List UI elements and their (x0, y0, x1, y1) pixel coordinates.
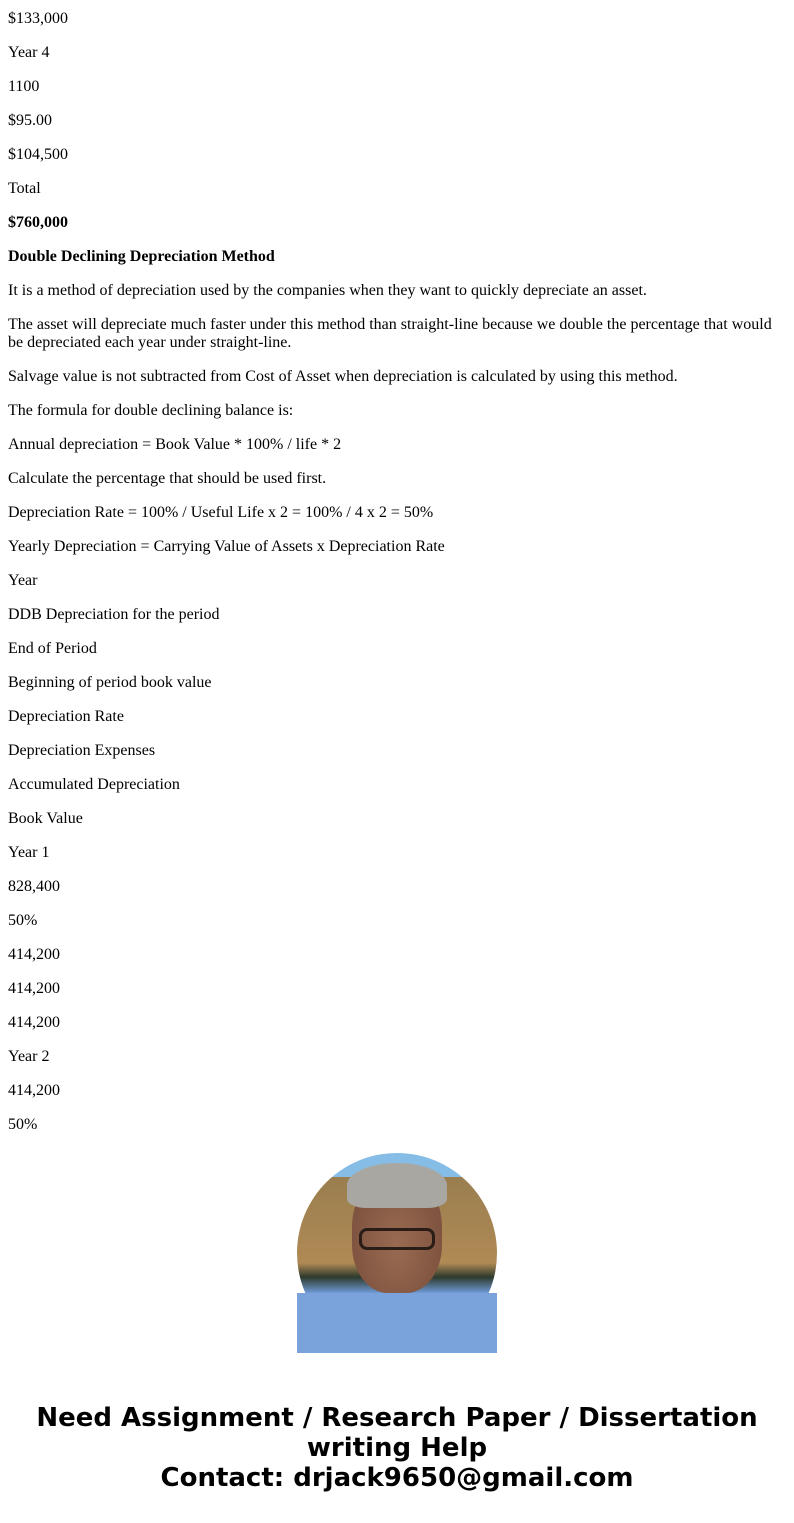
bold-paragraph: $760,000 (8, 214, 68, 231)
paragraph: 414,200 (8, 1014, 60, 1031)
paragraph: $95.00 (8, 112, 52, 129)
paragraph: Depreciation Expenses (8, 742, 156, 759)
paragraph: It is a method of depreciation used by the companies when they want to quickly depreciate an asset. (8, 282, 647, 299)
paragraph: End of Period (8, 640, 97, 657)
paragraph: The formula for double declining balance is: (8, 402, 294, 419)
paragraph: Annual depreciation = Book Value * 100% / life * 2 (8, 436, 342, 453)
contact-email: Contact: drjack9650@gmail.com (160, 1463, 634, 1493)
paragraph: 414,200 (8, 946, 60, 963)
help-text: Need Assignment / Research Paper / Dissertation writing Help (36, 1403, 758, 1463)
paragraph: Total (8, 180, 41, 197)
paragraph: Year 4 (8, 44, 50, 61)
photo-glasses (359, 1228, 435, 1250)
paragraph: Year 2 (8, 1048, 50, 1065)
paragraph: Depreciation Rate = 100% / Useful Life x 2 = 100% / 4 x 2 = 50% (8, 504, 434, 521)
paragraph: Year 1 (8, 844, 50, 861)
paragraph: Calculate the percentage that should be used first. (8, 470, 327, 487)
paragraph: 50% (8, 912, 38, 929)
paragraph: 414,200 (8, 980, 60, 997)
paragraph: Depreciation Rate (8, 708, 124, 725)
paragraph: The asset will depreciate much faster under this method than straight-line because we double the percentage that would be depreciated each year under straight-line. (8, 316, 772, 351)
paragraph: Year (8, 572, 38, 589)
paragraph: Book Value (8, 810, 83, 827)
paragraph: Yearly Depreciation = Carrying Value of Assets x Depreciation Rate (8, 538, 445, 555)
paragraph: $133,000 (8, 10, 68, 27)
photo-hair (347, 1163, 447, 1208)
paragraph: 414,200 (8, 1082, 60, 1099)
paragraph: DDB Depreciation for the period (8, 606, 220, 623)
paragraph: Accumulated Depreciation (8, 776, 180, 793)
paragraph: 50% (8, 1116, 38, 1133)
photo-shirt (297, 1293, 497, 1353)
contact-banner (0, 1403, 794, 1493)
document-body (8, 0, 778, 1133)
paragraph: Salvage value is not subtracted from Cost of Asset when depreciation is calculated by using this method. (8, 368, 678, 385)
paragraph: 828,400 (8, 878, 60, 895)
author-photo (297, 1153, 497, 1353)
paragraph: Beginning of period book value (8, 674, 212, 691)
paragraph: 1100 (8, 78, 40, 95)
paragraph: $104,500 (8, 146, 68, 163)
bold-paragraph: Double Declining Depreciation Method (8, 248, 275, 265)
